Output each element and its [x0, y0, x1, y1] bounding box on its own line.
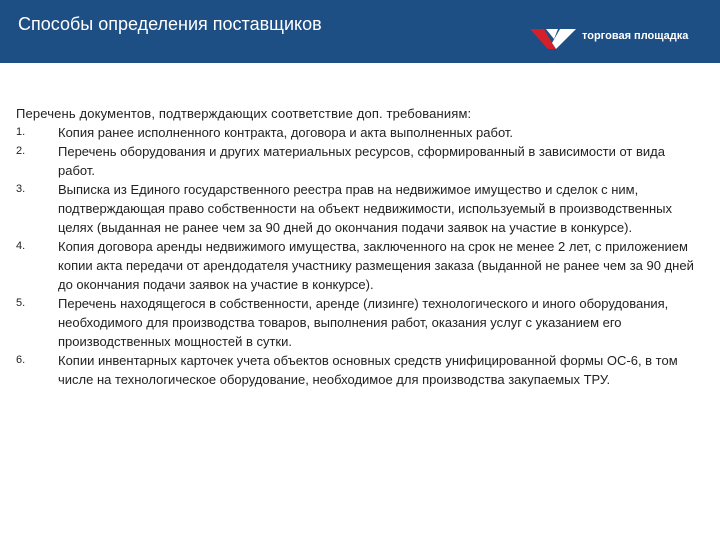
list-item: [16, 237, 696, 294]
stylized-bird-arrow-icon: [530, 27, 578, 51]
list-item-text: Копия договора аренды недвижимого имущества, заключенного на срок не менее 2 лет, с приложением копии акта передачи от арендодателя участнику размещения заказа (выданной не ранее чем за 90 дней до окончания подачи заявок на участие в конкурсе).: [58, 239, 694, 292]
list-item: [16, 294, 696, 351]
list-item: [16, 351, 696, 389]
header-bar: [0, 0, 720, 63]
document-list: [16, 123, 696, 389]
list-item-text: Копия ранее исполненного контракта, договора и акта выполненных работ.: [58, 125, 514, 140]
list-item-number: 6.: [16, 354, 26, 366]
logo-text: торговая площадка: [582, 30, 689, 42]
page-title: Способы определения поставщиков: [18, 14, 322, 34]
list-item-number: 2.: [16, 145, 26, 157]
list-item-number: 3.: [16, 183, 26, 195]
list-item: [16, 180, 696, 237]
list-item-number: 5.: [16, 297, 26, 309]
list-item-number: 4.: [16, 240, 26, 252]
list-item-text: Копии инвентарных карточек учета объектов основных средств унифицированной формы ОС-6, в том числе на технологическое оборудование, необходимое для производства закупаемых ТРУ.: [58, 353, 678, 387]
list-item-text: Перечень оборудования и других материальных ресурсов, сформированный в зависимости от вида работ.: [58, 144, 665, 178]
document-content: [16, 104, 696, 389]
list-item-text: Перечень находящегося в собственности, аренде (лизинге) технологического и иного оборудования, необходимого для производства товаров, выполнения работ, оказания услуг с указанием его производственных мощностей в сутки.: [58, 296, 669, 349]
list-item: [16, 142, 696, 180]
logo: [530, 27, 710, 51]
list-item: [16, 123, 696, 142]
list-item-number: 1.: [16, 126, 26, 138]
list-item-text: Выписка из Единого государственного реестра прав на недвижимое имущество и сделок с ним, подтверждающая право собственности на объект недвижимости, используемый в производственных целях (выданная не ранее чем за 90 дней до окончания подачи заявок на участие в конкурсе).: [58, 182, 673, 235]
list-intro: Перечень документов, подтверждающих соответствие доп. требованиям:: [16, 106, 472, 121]
